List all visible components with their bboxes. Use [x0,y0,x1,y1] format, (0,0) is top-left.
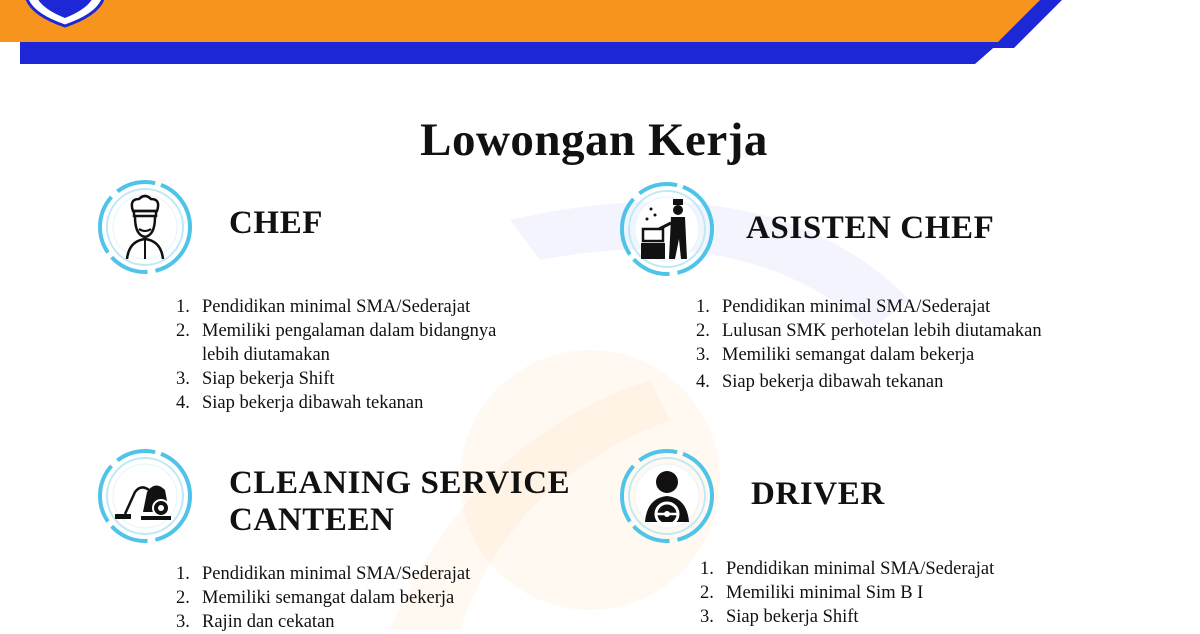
item-number: 1. [700,559,714,579]
requirement-item [696,295,1116,319]
job-title-line: CANTEEN [229,502,395,538]
item-number: 1. [176,297,190,317]
item-number: 3. [176,612,190,632]
requirement-item [700,581,1100,605]
job-title [751,476,885,513]
item-text: Rajin dan cekatan [202,612,335,632]
item-number: 3. [696,345,710,365]
requirement-item [176,610,576,634]
item-text: Memiliki semangat dalam bekerja [202,588,455,608]
item-text: Siap bekerja dibawah tekanan [722,372,944,392]
item-text: Siap bekerja Shift [726,607,859,627]
job-title-line: CLEANING SERVICE [229,465,571,501]
requirement-item [176,562,576,586]
item-number: 1. [696,297,710,317]
job-title-line: CHEF [229,205,324,241]
requirements-list [696,295,1116,394]
item-text: Pendidikan minimal SMA/Sederajat [202,564,471,584]
item-number: 2. [176,588,190,608]
header-banner [0,0,1200,70]
requirement-item [176,367,576,391]
item-text: Memiliki pengalaman dalam bidangnya [202,321,497,341]
item-text: Memiliki semangat dalam bekerja [722,345,975,365]
driver-icon [617,446,717,546]
requirement-item [696,319,1116,343]
requirement-item [176,319,576,367]
vacuum-cleaner-icon [95,446,195,546]
job-title [746,210,994,247]
item-text: Lulusan SMK perhotelan lebih diutamakan [722,321,1042,341]
item-number: 4. [696,372,710,392]
item-number: 2. [696,321,710,341]
requirement-item [700,557,1100,581]
requirements-list [700,557,1100,629]
job-title [229,205,323,242]
item-number: 3. [176,369,190,389]
job-title [229,465,570,539]
job-title-line: DRIVER [751,476,885,512]
item-number: 2. [176,321,190,341]
item-text-continued: lebih diutamakan [202,345,330,365]
requirement-item [176,586,576,610]
item-text: Siap bekerja Shift [202,369,335,389]
item-number: 2. [700,583,714,603]
item-number: 4. [176,393,190,413]
requirement-item [696,343,1116,367]
item-text: Memiliki minimal Sim B I [726,583,924,603]
requirements-list [176,562,576,634]
requirement-item [176,295,576,319]
chef-icon [95,177,195,277]
page-title: Lowongan Kerja [420,114,768,167]
item-text: Siap bekerja dibawah tekanan [202,393,424,413]
shield-logo-icon [22,0,108,28]
item-text: Pendidikan minimal SMA/Sederajat [722,297,991,317]
requirement-item [696,370,1116,394]
item-text: Pendidikan minimal SMA/Sederajat [726,559,995,579]
requirement-item [176,391,576,415]
requirement-item [700,605,1100,629]
item-number: 1. [176,564,190,584]
item-text: Pendidikan minimal SMA/Sederajat [202,297,471,317]
cook-icon [617,179,717,279]
item-number: 3. [700,607,714,627]
job-title-line: ASISTEN CHEF [746,210,995,246]
requirements-list [176,295,576,415]
